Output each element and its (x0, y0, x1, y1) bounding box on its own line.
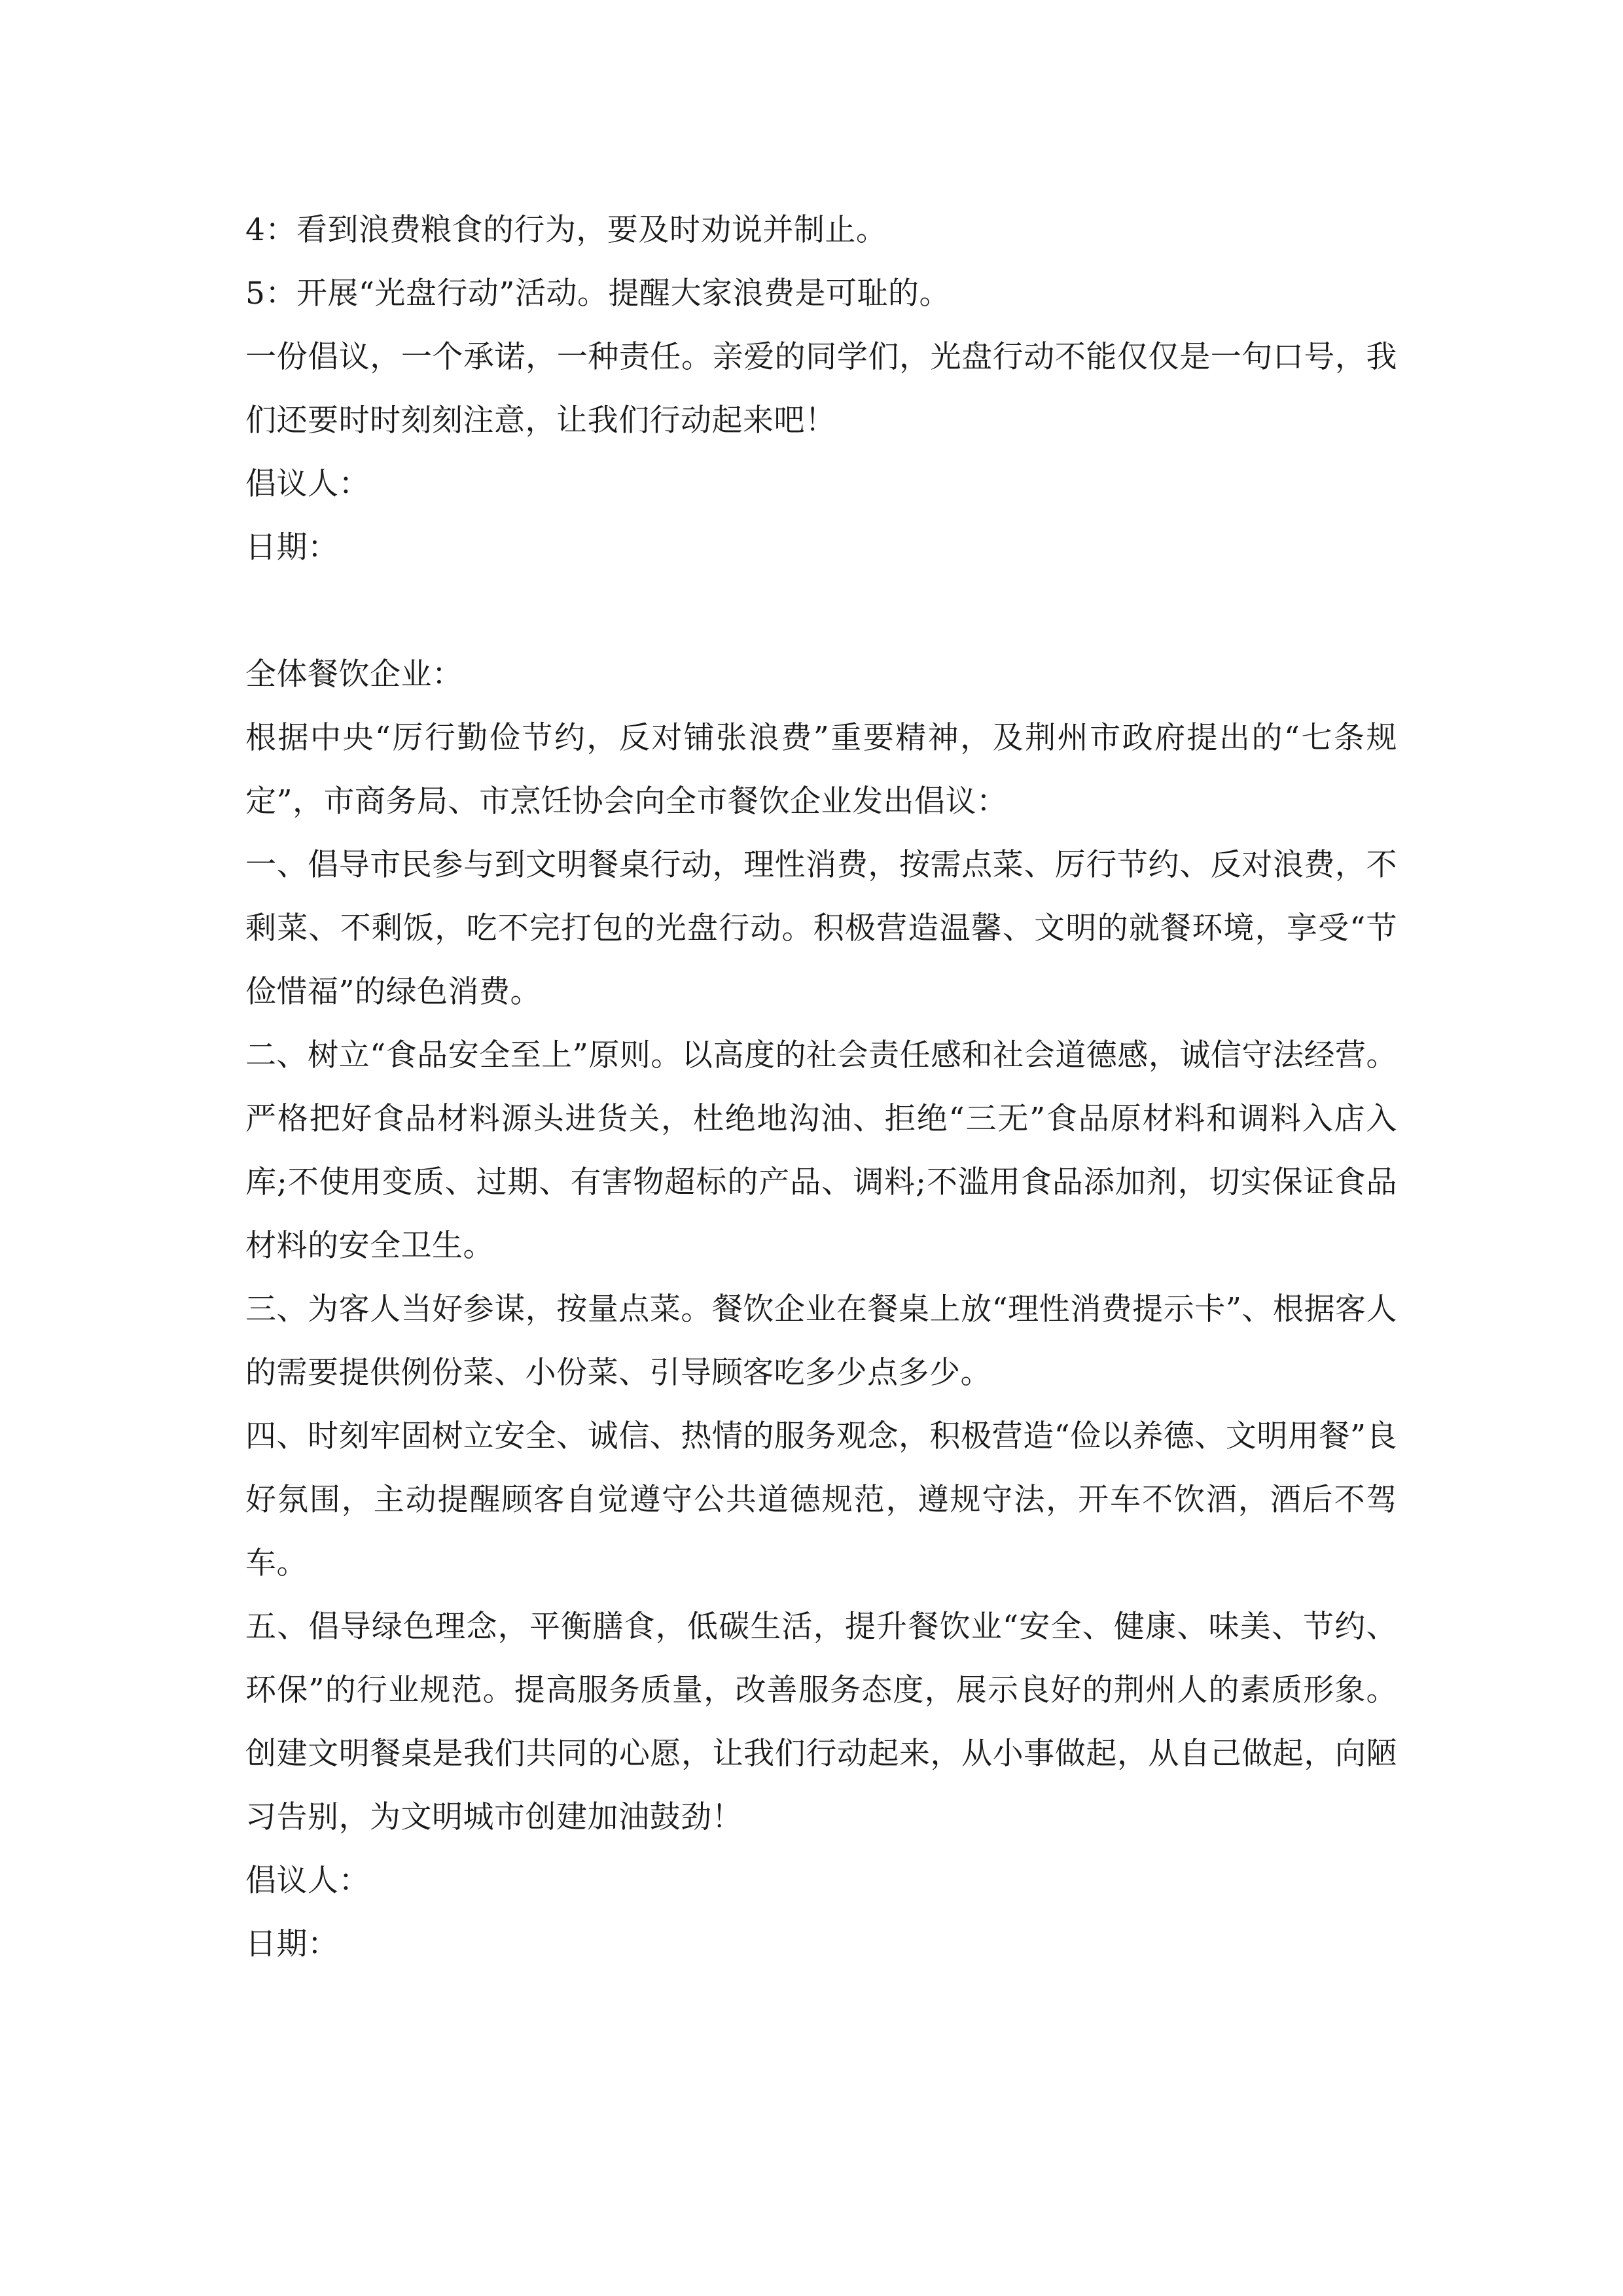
signer-label: 倡议人： (245, 466, 370, 502)
proposal-point-4: 四、时刻牢固树立安全、诚信、热情的服务观念，积极营造“俭以养德、文明用餐”良好氛围，主动提醒顾客自觉遵守公共道德规范，遵规守法，开车不饮酒，酒后不驾车。 (245, 1418, 1397, 1581)
proposal-point-2: 二、树立“食品安全至上”原则。以高度的社会责任感和社会道德感，诚信守法经营。严格把好食品材料源头进货关，杜绝地沟油、拒绝“三无”食品原材料和调料入店入库;不使用变质、过期、有害物超标的产品、调料;不滥用食品添加剂，切实保证食品材料的安全卫生。 (245, 1037, 1397, 1264)
proposal-point-1: 一、倡导市民参与到文明餐桌行动，理性消费，按需点菜、厉行节约、反对浪费，不剩菜、不剩饭，吃不完打包的光盘行动。积极营造温馨、文明的就餐环境，享受“节俭惜福”的绿色消费。 (245, 847, 1397, 1010)
date-label: 日期： (245, 1926, 339, 1962)
proposal-point-5: 五、倡导绿色理念，平衡膳食，低碳生活，提升餐饮业“安全、健康、味美、节约、环保”的行业规范。提高服务质量，改善服务态度，展示良好的荆州人的素质形象。创建文明餐桌是我们共同的心愿，让我们行动起来，从小事做起，从自己做起，向陋习告别，为文明城市创建加油鼓劲！ (245, 1609, 1397, 1835)
intro-paragraph: 根据中央“厉行勤俭节约，反对铺张浪费”重要精神，及荆州市政府提出的“七条规定”，市商务局、市烹饪协会向全市餐饮企业发出倡议： (245, 720, 1397, 819)
salutation: 全体餐饮企业： (245, 656, 463, 692)
signer-label: 倡议人： (245, 1863, 370, 1899)
proposal-letter-restaurants (245, 643, 1397, 1976)
proposal-letter-students (245, 198, 1397, 579)
date-label: 日期： (245, 529, 339, 565)
proposal-point-3: 三、为客人当好参谋，按量点菜。餐饮企业在餐桌上放“理性消费提示卡”、根据客人的需要提供例份菜、小份菜、引导顾客吃多少点多少。 (245, 1291, 1397, 1391)
proposal-item-4: 4：看到浪费粮食的行为，要及时劝说并制止。 (245, 212, 887, 248)
closing-paragraph: 一份倡议，一个承诺，一种责任。亲爱的同学们，光盘行动不能仅仅是一句口号，我们还要时时刻刻注意，让我们行动起来吧！ (245, 339, 1397, 439)
proposal-item-5: 5：开展“光盘行动”活动。提醒大家浪费是可耻的。 (245, 276, 950, 312)
